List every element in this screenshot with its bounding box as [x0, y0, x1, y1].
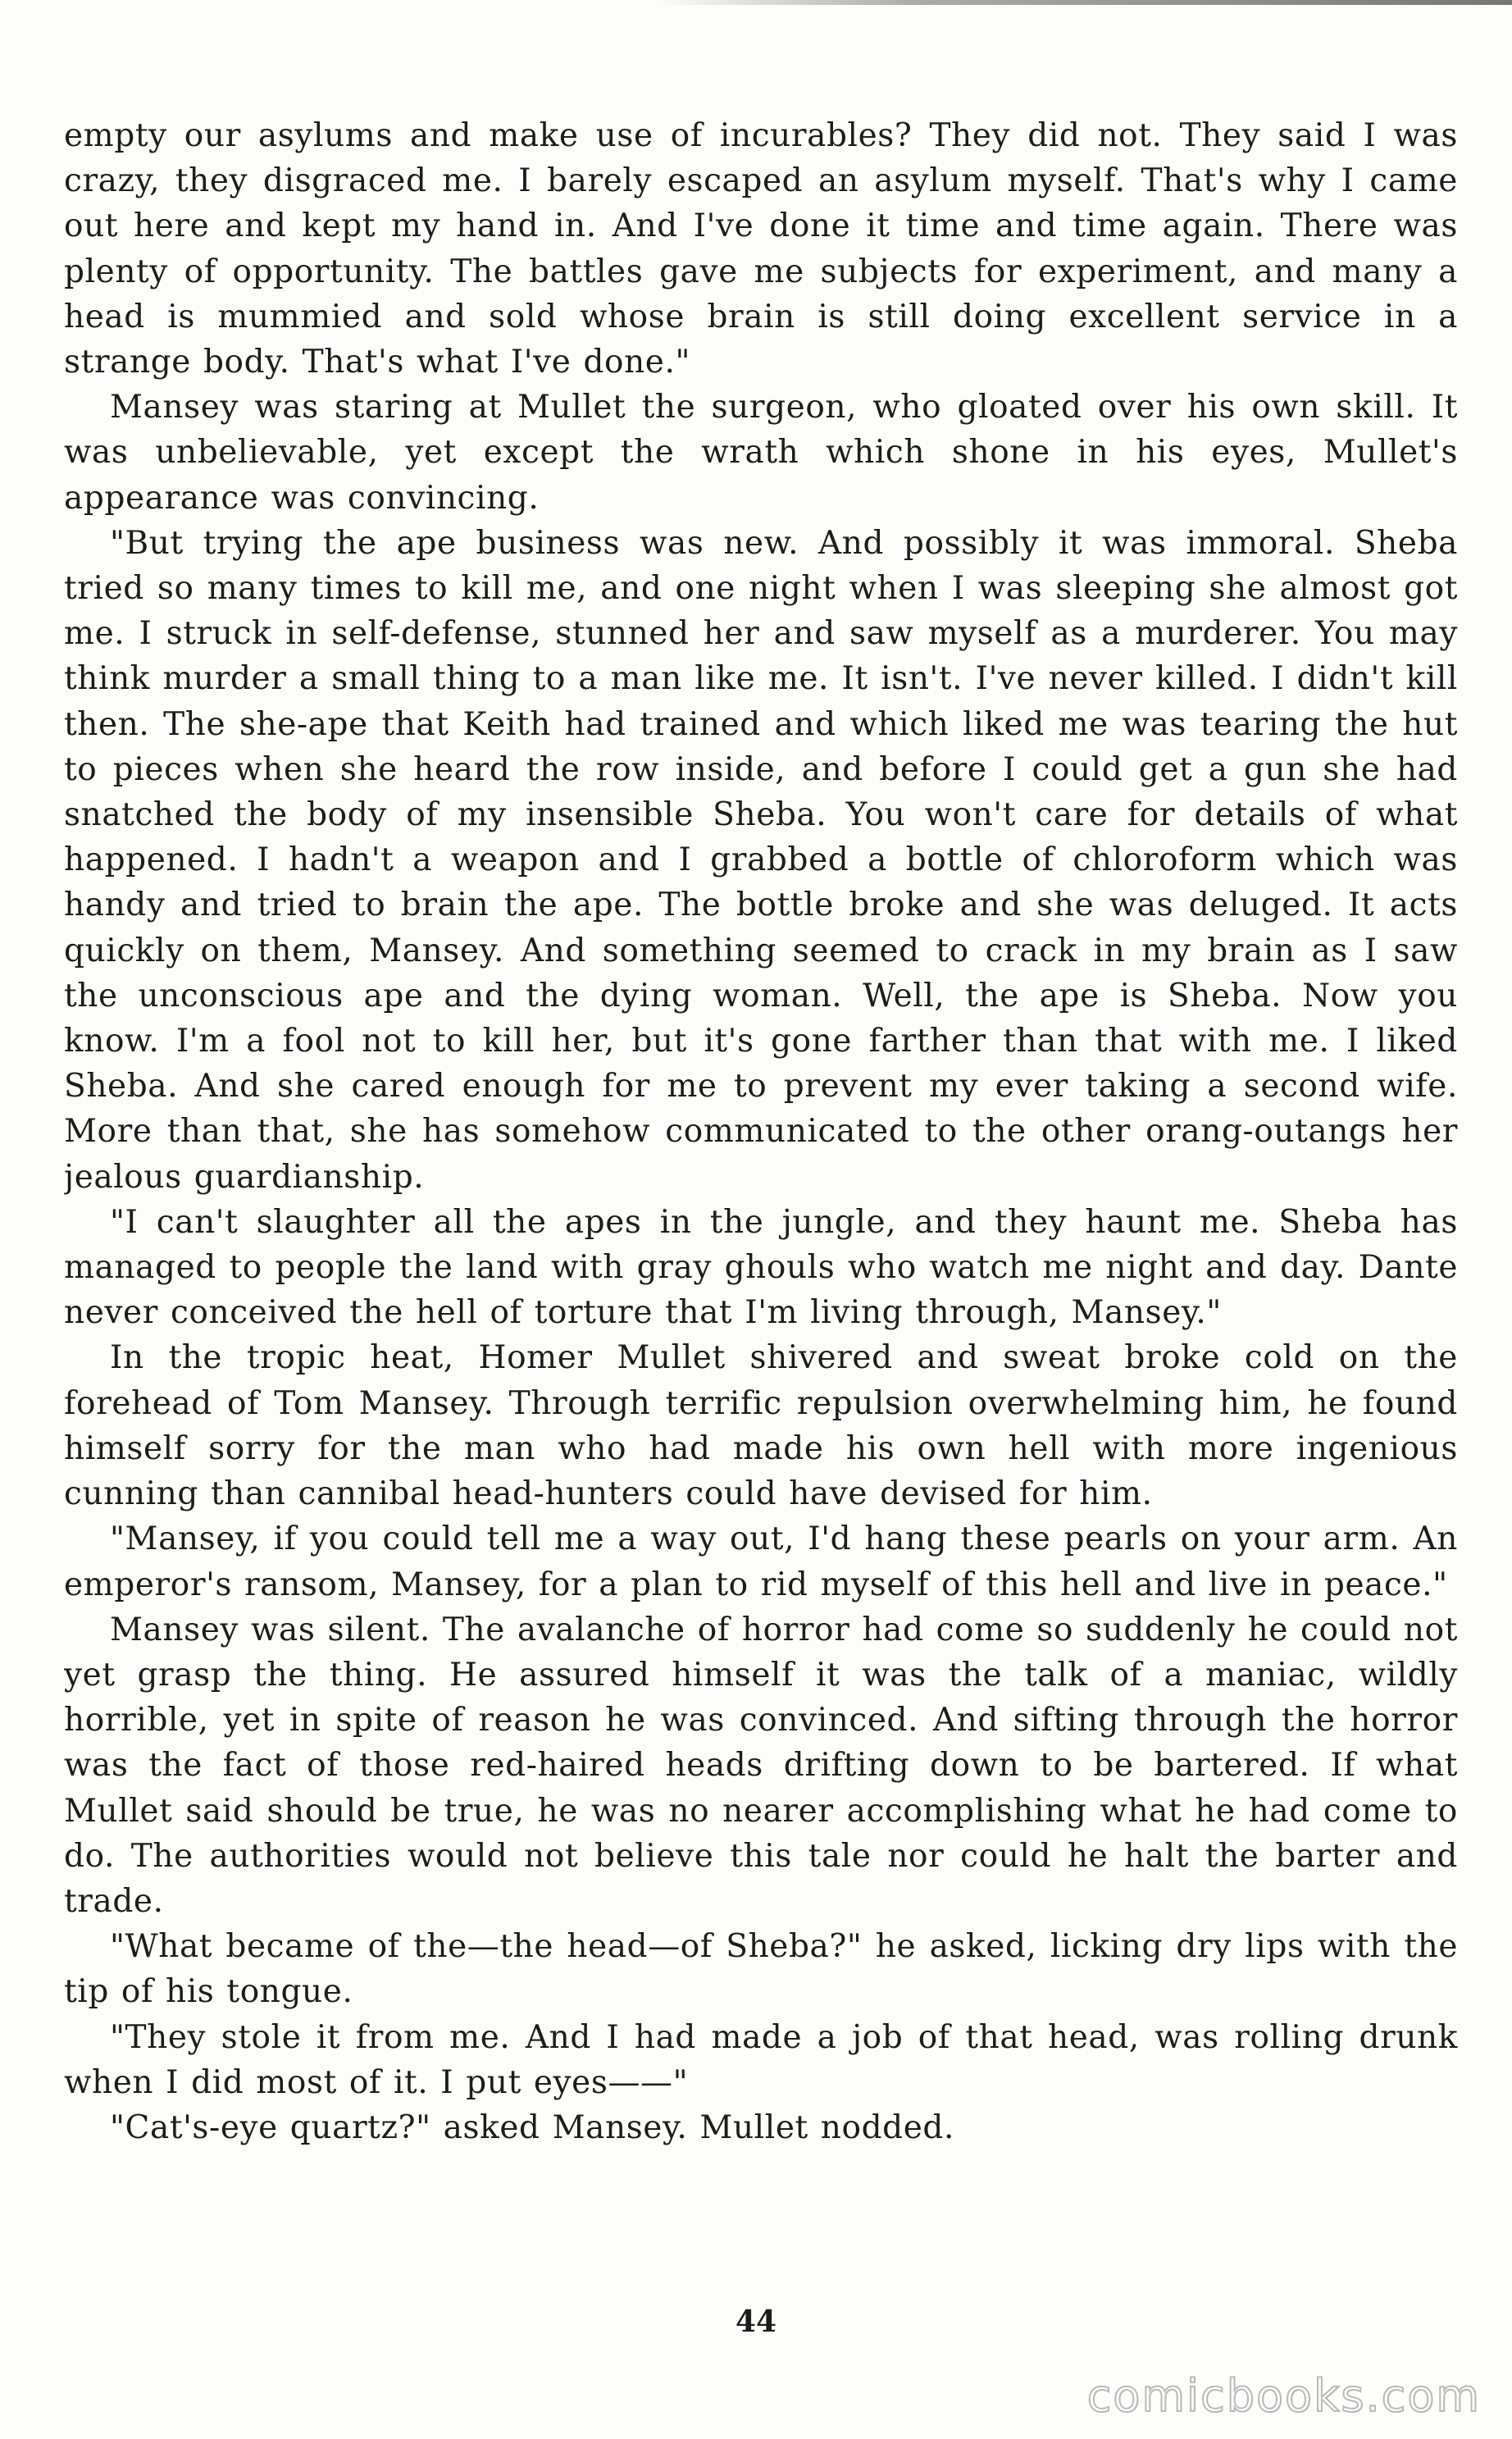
paragraph: "I can't slaughter all the apes in the jungle, and they haunt me. Sheba has managed to people the land with gray ghouls who watch me night and day. Dante never conceived the hell of torture that I'm living through, Mansey."	[64, 1203, 1458, 1332]
paragraph: Mansey was silent. The avalanche of horror had come so suddenly he could not yet grasp the thing. He assured himself it was the talk of a maniac, wildly horrible, yet in spite of reason he was convinced. And sifting through the horror was the fact of those red-haired heads drifting down to be bartered. If what Mullet said should be true, he was no nearer accomplishing what he had come to do. The authorities would not believe this tale nor could he halt the barter and trade.	[64, 1611, 1458, 1920]
watermark: comicbooks.com	[1086, 2370, 1481, 2422]
paragraph: empty our asylums and make use of incurables? They did not. They said I was crazy, they disgraced me. I barely escaped an asylum myself. That's why I came out here and kept my hand in. And I've done it time and time again. There was plenty of opportunity. The battles gave me subjects for experiment, and many a head is mummied and sold whose brain is still doing excellent service in a strange body. That's what I've done."	[64, 117, 1458, 381]
page-number: 44	[735, 2305, 777, 2339]
paragraph: "They stole it from me. And I had made a job of that head, was rolling drunk when I did most of it. I put eyes——"	[64, 2018, 1458, 2101]
paragraph: "What became of the—the head—of Sheba?" he asked, licking dry lips with the tip of his tongue.	[64, 1928, 1458, 2011]
paragraph: "But trying the ape business was new. And possibly it was immoral. Sheba tried so many times to kill me, and one night when I was sleeping she almost got me. I struck in self-defense, stunned her and saw myself as a murderer. You may think murder a small thing to a man like me. It isn't. I've never killed. I didn't kill then. The she-ape that Keith had trained and which liked me was tearing the hut to pieces when she heard the row inside, and before I could get a gun she had snatched the body of my insensible Sheba. You won't care for details of what happened. I hadn't a weapon and I grabbed a bottle of chloroform which was handy and tried to brain the ape. The bottle broke and she was deluged. It acts quickly on them, Mansey. And something seemed to crack in my brain as I saw the unconscious ape and the dying woman. Well, the ape is Sheba. Now you know. I'm a fool not to kill her, but it's gone farther than that with me. I liked Sheba. And she cared enough for me to prevent my ever taking a second wife. More than that, she has somehow communicated to the other orang-outangs her jealous guardianship.	[64, 524, 1458, 1196]
page-body	[64, 113, 1458, 2278]
paragraph: In the tropic heat, Homer Mullet shivered and sweat broke cold on the forehead of Tom Mansey. Through terrific repulsion overwhelming him, he found himself sorry for the man who had made his own hell with more ingenious cunning than cannibal head-hunters could have devised for him.	[64, 1339, 1458, 1513]
paragraph: Mansey was staring at Mullet the surgeon, who gloated over his own skill. It was unbelievable, yet except the wrath which shone in his eyes, Mullet's appearance was convincing.	[64, 389, 1458, 517]
paragraph: "Cat's-eye quartz?" asked Mansey. Mullet nodded.	[110, 2108, 954, 2146]
scan-edge-rule	[656, 0, 1512, 5]
paragraph: "Mansey, if you could tell me a way out, I'd hang these pearls on your arm. An emperor's ransom, Mansey, for a plan to rid myself of this hell and live in peace."	[64, 1520, 1458, 1603]
